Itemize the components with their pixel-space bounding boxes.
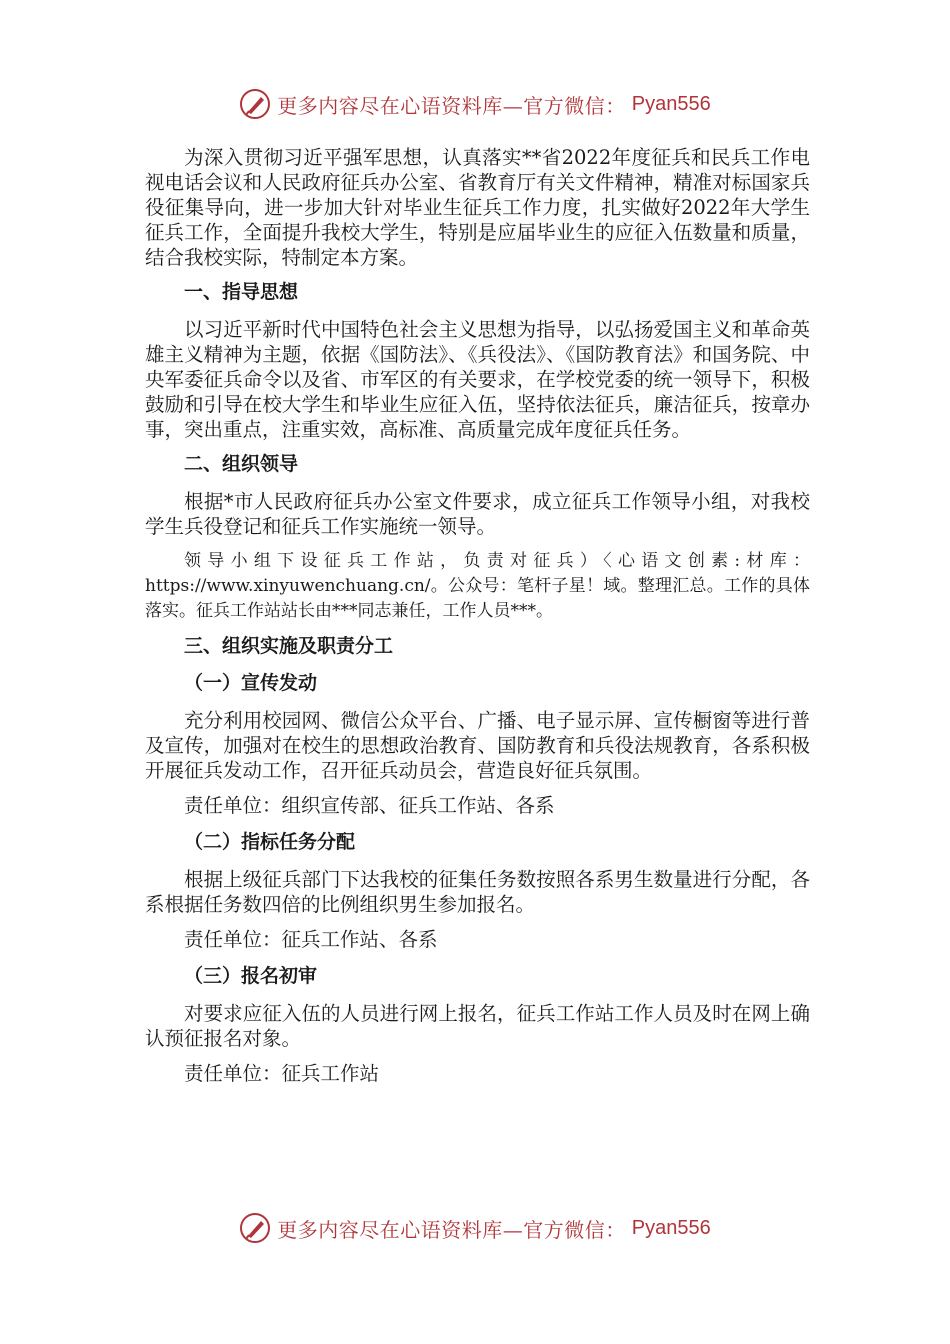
responsibility-registration: 责任单位：征兵工作站 [184, 1062, 380, 1085]
section-heading-organization: 二、组织领导 [184, 453, 299, 475]
subsection-body-registration: 对要求应征入伍的人员进行网上报名，征兵工作站工作人员及时在网上确认预征报名对象。 [145, 1002, 810, 1050]
responsibility-publicity: 责任单位：组织宣传部、征兵工作站、各系 [184, 794, 555, 817]
section-body-workstation: 领导小组下设征兵工作站，负责对征兵）〈心语文创素:材库：https://www.xinyuwenchuang.cn/。公众号：笔杆子星！域。整理汇总。工作的具体落实。征兵工作站站长由***同志兼任，工作人员***。 [145, 551, 810, 621]
quill-pen-icon [239, 1212, 271, 1244]
intro-paragraph: 为深入贯彻习近平强军思想，认真落实**省2022年度征兵和民兵工作电视电话会议和人民政府征兵办公室、省教育厅有关文件精神，精准对标国家兵役征集导向，进一步加大针对毕业生征兵工作力度，扎实做好2022年大学生征兵工作，全面提升我校大学生，特别是应届毕业生的应征入伍数量和质量，结合我校实际，特制定本方案。 [145, 146, 810, 269]
section-heading-guiding-ideology: 一、指导思想 [184, 281, 299, 303]
document-body [145, 145, 810, 1098]
banner-slogan: 更多内容尽在心语资料库—官方微信： [277, 93, 626, 118]
subsection-heading-publicity: （一）宣传发动 [184, 672, 318, 694]
section-heading-implementation: 三、组织实施及职责分工 [184, 635, 394, 657]
subsection-body-quota: 根据上级征兵部门下达我校的征集任务数按照各系男生数量进行分配，各系根据任务数四倍的比例组织男生参加报名。 [145, 868, 810, 916]
responsibility-quota: 责任单位：征兵工作站、各系 [184, 928, 438, 951]
subsection-heading-registration: （三）报名初审 [184, 965, 318, 987]
section-body-guiding-ideology: 以习近平新时代中国特色社会主义思想为指导，以弘扬爱国主义和革命英雄主义精神为主题，依据《国防法》、《兵役法》、《国防教育法》和国务院、中央军委征兵命令以及省、市军区的有关要求，在学校党委的统一领导下，积极鼓励和引导在校大学生和毕业生应征入伍，坚持依法征兵，廉洁征兵，按章办事，突出重点，注重实效，高标准、高质量完成年度征兵任务。 [145, 318, 810, 441]
footer-banner [0, 1208, 950, 1248]
footer-wechat-id: Pyan556 [631, 1216, 711, 1239]
subsection-heading-quota: （二）指标任务分配 [184, 831, 356, 853]
quill-pen-icon [239, 88, 271, 120]
subsection-body-publicity: 充分利用校园网、微信公众平台、广播、电子显示屏、宣传橱窗等进行普及宣传，加强对在校生的思想政治教育、国防教育和兵役法规教育，各系积极开展征兵发动工作，召开征兵动员会，营造良好征兵氛围。 [145, 709, 810, 782]
banner-wechat-id: Pyan556 [631, 92, 711, 115]
header-banner [0, 84, 950, 124]
footer-slogan: 更多内容尽在心语资料库—官方微信： [277, 1217, 626, 1242]
section-body-organization: 根据*市人民政府征兵办公室文件要求，成立征兵工作领导小组，对我校学生兵役登记和征兵工作实施统一领导。 [145, 490, 810, 538]
